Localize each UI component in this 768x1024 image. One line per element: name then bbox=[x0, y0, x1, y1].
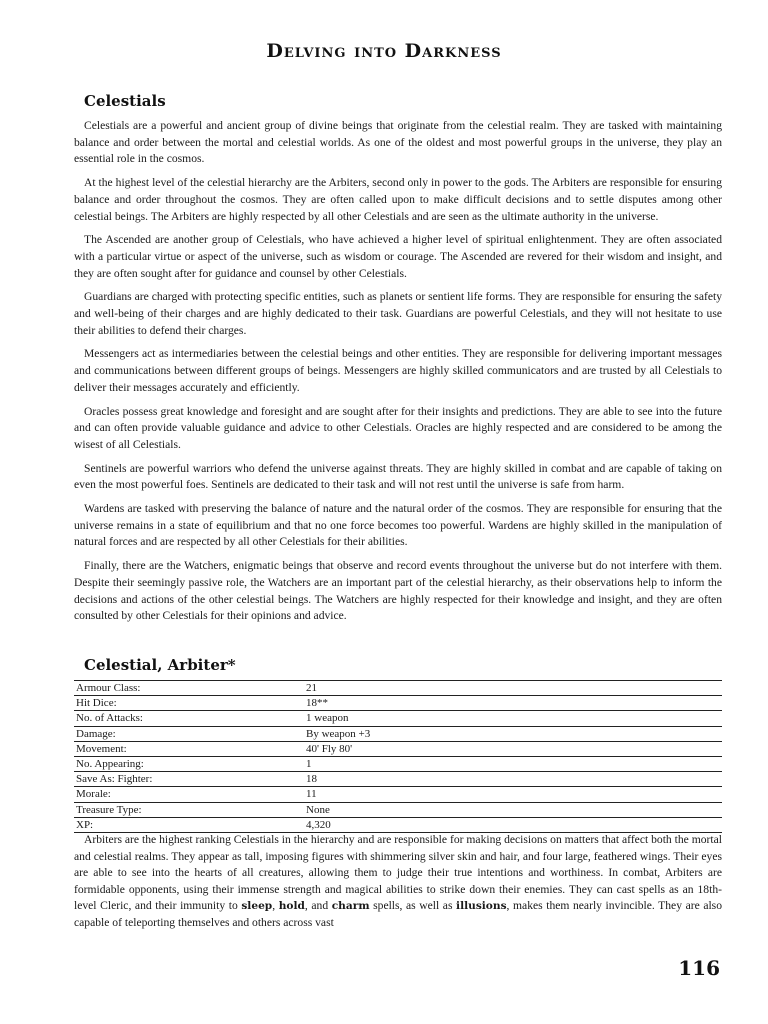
stat-value: None bbox=[304, 802, 722, 817]
running-title: Delving into Darkness bbox=[266, 40, 502, 62]
table-row bbox=[74, 772, 722, 787]
paragraph: At the highest level of the celestial hierarchy are the Arbiters, second only in power to the gods. The Arbiters are responsible for ensuring balance and order throughout the cosmos. They are often called upon to make difficult decisions and to settle disputes among other celestial beings. The Arbiters are highly respected by all other Celestials and are seen as the ultimate authority in the universe. bbox=[74, 176, 722, 223]
table-row bbox=[74, 681, 722, 696]
section-body bbox=[74, 118, 722, 632]
stat-label: Save As: Fighter: bbox=[74, 772, 304, 787]
paragraph: Guardians are charged with protecting specific entities, such as planets or sentient life forms. They are responsible for ensuring the safety and well-being of their charges and are highly dedicated to their task. Guardians are powerful Celestials, and they will not hesitate to use their abilities to defend their charges. bbox=[74, 290, 722, 337]
paragraph: Oracles possess great knowledge and foresight and are sought after for their insights and predictions. They are able to see into the future and can often provide valuable guidance and advice to other Celestials. Oracles are highly respected and are considered to be among the wisest of all Celestials. bbox=[74, 404, 722, 451]
table-row bbox=[74, 756, 722, 771]
table-row bbox=[74, 787, 722, 802]
spell-keyword-illusions: illusions bbox=[456, 900, 507, 913]
stat-value: 21 bbox=[304, 681, 722, 696]
stat-label: Morale: bbox=[74, 787, 304, 802]
stat-value: 40' Fly 80' bbox=[304, 741, 722, 756]
stat-description bbox=[74, 832, 722, 932]
paragraph: Finally, there are the Watchers, enigmatic beings that observe and record events throughout the universe but do not interfere with them. Despite their seemingly passive role, the Watchers are an important part of the celestial hierarchy, as their observations help to inform the decisions and actions of the other celestial beings. The Watchers are highly respected for their knowledge and insight, and they are often consulted by other Celestials for their opinions and advice. bbox=[74, 559, 722, 623]
paragraph: Messengers act as intermediaries between the celestial beings and other entities. They are responsible for delivering important messages and communications between different groups of beings. Messengers are highly skilled communicators and are trusted by all Celestials to deliver their messages accurately and efficiently. bbox=[74, 347, 722, 394]
stat-label: No. of Attacks: bbox=[74, 711, 304, 726]
table-row bbox=[74, 711, 722, 726]
paragraph: Sentinels are powerful warriors who defend the universe against threats. They are highly skilled in combat and are capable of taking on even the most powerful foes. Sentinels are dedicated to their task and will not rest until the universe is safe from harm. bbox=[74, 461, 722, 492]
page-number: 116 bbox=[678, 956, 720, 980]
stat-label: Hit Dice: bbox=[74, 696, 304, 711]
paragraph: Wardens are tasked with preserving the balance of nature and the natural order of the cosmos. They are responsible for ensuring that the universe remains in a state of equilibrium and that no one force becomes too powerful. Wardens are highly skilled in the manipulation of natural forces and are respected by all other Celestials for their abilities. bbox=[74, 502, 722, 549]
desc-separator: , and bbox=[304, 899, 332, 913]
desc-text: Arbiters are the highest ranking Celestials in the hierarchy and are responsible for making decisions on matters that affect both the mortal and celestial realms. They appear as tall, imposing figures with shimmering silver skin and hair, and four large, feathered wings. Their eyes are able to see into the hearts of all creatures, allowing them to judge their true intentions and worthiness. In combat, Arbiters are formidable opponents, using their immense strength and magical abilities to strike down their enemies. They can cast spells as an 18th-level Cleric, and their immunity to bbox=[74, 833, 722, 913]
table-row bbox=[74, 817, 722, 832]
stat-value: 1 bbox=[304, 756, 722, 771]
stat-label: Damage: bbox=[74, 726, 304, 741]
stat-value: 18 bbox=[304, 772, 722, 787]
desc-text: , makes them nearly invincible. They are also capable of teleporting themselves and others across vast bbox=[74, 899, 722, 929]
table-row bbox=[74, 741, 722, 756]
table-row bbox=[74, 696, 722, 711]
stat-block-title: Celestial, Arbiter* bbox=[84, 656, 236, 674]
desc-separator: , bbox=[272, 899, 279, 913]
stat-value: 1 weapon bbox=[304, 711, 722, 726]
stat-label: Armour Class: bbox=[74, 681, 304, 696]
paragraph: Celestials are a powerful and ancient group of divine beings that originate from the celestial realm. They are tasked with maintaining balance and order between the mortal and celestial worlds. As one of the oldest and most powerful groups in the universe, they play an essential role in the cosmos. bbox=[74, 119, 722, 166]
stat-value: 11 bbox=[304, 787, 722, 802]
spell-keyword-charm: charm bbox=[331, 900, 370, 913]
stat-value: 4,320 bbox=[304, 817, 722, 832]
stat-label: Movement: bbox=[74, 741, 304, 756]
stat-value: By weapon +3 bbox=[304, 726, 722, 741]
spell-keyword-sleep: sleep bbox=[241, 900, 273, 913]
stat-value: 18** bbox=[304, 696, 722, 711]
stat-label: Treasure Type: bbox=[74, 802, 304, 817]
stat-label: XP: bbox=[74, 817, 304, 832]
table-row bbox=[74, 802, 722, 817]
stat-label: No. Appearing: bbox=[74, 756, 304, 771]
section-title: Celestials bbox=[84, 92, 166, 110]
paragraph: The Ascended are another group of Celestials, who have achieved a higher level of spiritual enlightenment. They are often associated with a particular virtue or aspect of the universe, such as wisdom or courage. The Ascended are revered for their wisdom and insight, and they are often sought after for guidance and counsel by other Celestials. bbox=[74, 233, 722, 280]
spell-keyword-hold: hold bbox=[278, 900, 305, 913]
stat-table bbox=[74, 680, 722, 833]
description-paragraph bbox=[74, 832, 722, 932]
table-row bbox=[74, 726, 722, 741]
desc-text: spells, as well as bbox=[369, 899, 457, 913]
